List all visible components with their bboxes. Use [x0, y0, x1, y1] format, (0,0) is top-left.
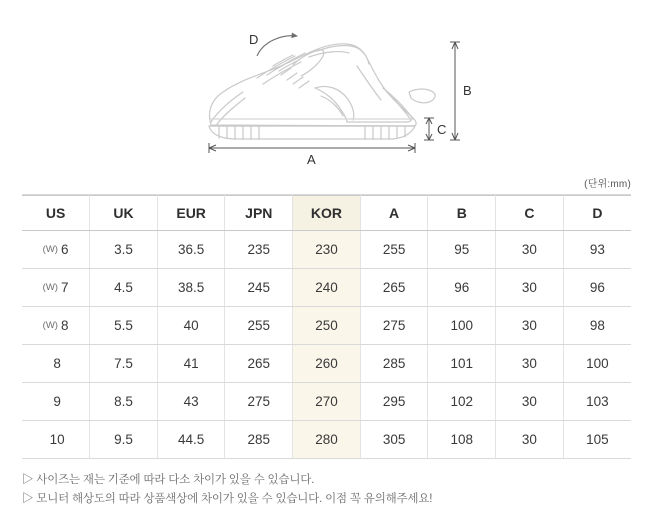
- column-header-eur: EUR: [157, 196, 225, 231]
- cell-a: 285: [360, 345, 428, 383]
- cell-b: 108: [428, 421, 496, 459]
- cell-us-value: 8: [60, 318, 69, 333]
- cell-c: 30: [496, 231, 564, 269]
- cell-us: [22, 269, 90, 307]
- shoe-illustration: [197, 26, 497, 167]
- cell-c: 30: [496, 421, 564, 459]
- cell-a: 265: [360, 269, 428, 307]
- notes-section: [22, 471, 631, 509]
- table-body: [22, 231, 631, 459]
- size-table: [22, 195, 631, 459]
- womens-marker: (W): [42, 282, 58, 293]
- table-row: [22, 269, 631, 307]
- column-header-uk: UK: [90, 196, 158, 231]
- cell-kor: 230: [293, 231, 361, 269]
- cell-b: 96: [428, 269, 496, 307]
- cell-eur: 44.5: [157, 421, 225, 459]
- cell-us-value: 7: [60, 280, 69, 295]
- cell-us-value: 8: [53, 356, 61, 371]
- cell-d: 103: [563, 383, 631, 421]
- cell-eur: 38.5: [157, 269, 225, 307]
- unit-note: (단위:mm): [584, 179, 631, 190]
- cell-kor: 240: [293, 269, 361, 307]
- label-a: A: [307, 152, 316, 167]
- cell-eur: 41: [157, 345, 225, 383]
- cell-eur: 43: [157, 383, 225, 421]
- cell-jpn: 245: [225, 269, 293, 307]
- cell-d: 100: [563, 345, 631, 383]
- cell-us-value: 6: [60, 242, 69, 257]
- label-c: C: [437, 122, 447, 137]
- cell-kor: 250: [293, 307, 361, 345]
- cell-kor: 280: [293, 421, 361, 459]
- cell-d: 96: [563, 269, 631, 307]
- cell-us: [22, 383, 90, 421]
- shoe-svg: [197, 26, 497, 167]
- cell-jpn: 235: [225, 231, 293, 269]
- cell-c: 30: [496, 269, 564, 307]
- note-line-1: ▷ 사이즈는 재는 기준에 따라 다소 차이가 있을 수 있습니다.: [22, 474, 315, 486]
- note-line-2: ▷ 모니터 해상도의 따라 상품색상에 차이가 있을 수 있습니다. 이점 꼭 유의해주세요!: [22, 493, 433, 505]
- illustration-area: [22, 16, 631, 195]
- cell-a: 305: [360, 421, 428, 459]
- cell-uk: 7.5: [90, 345, 158, 383]
- cell-jpn: 255: [225, 307, 293, 345]
- column-header-b: B: [428, 196, 496, 231]
- table-row: [22, 345, 631, 383]
- cell-uk: 9.5: [90, 421, 158, 459]
- column-header-a: A: [360, 196, 428, 231]
- cell-d: 98: [563, 307, 631, 345]
- column-header-kor: KOR: [293, 196, 361, 231]
- column-header-jpn: JPN: [225, 196, 293, 231]
- column-header-c: C: [496, 196, 564, 231]
- table-row: [22, 231, 631, 269]
- label-d: D: [249, 32, 259, 47]
- cell-c: 30: [496, 307, 564, 345]
- cell-a: 255: [360, 231, 428, 269]
- cell-uk: 4.5: [90, 269, 158, 307]
- cell-d: 93: [563, 231, 631, 269]
- cell-jpn: 285: [225, 421, 293, 459]
- womens-marker: (W): [42, 320, 58, 331]
- column-header-d: D: [563, 196, 631, 231]
- cell-a: 295: [360, 383, 428, 421]
- cell-a: 275: [360, 307, 428, 345]
- womens-marker: (W): [42, 244, 58, 255]
- cell-eur: 40: [157, 307, 225, 345]
- cell-us-value: 9: [53, 394, 61, 409]
- cell-eur: 36.5: [157, 231, 225, 269]
- cell-us: [22, 307, 90, 345]
- cell-us: [22, 421, 90, 459]
- cell-b: 100: [428, 307, 496, 345]
- cell-c: 30: [496, 345, 564, 383]
- label-b: B: [463, 83, 472, 98]
- cell-uk: 3.5: [90, 231, 158, 269]
- cell-jpn: 275: [225, 383, 293, 421]
- cell-uk: 8.5: [90, 383, 158, 421]
- column-header-us: US: [22, 196, 90, 231]
- table-header: [22, 196, 631, 231]
- table-row: [22, 421, 631, 459]
- cell-b: 95: [428, 231, 496, 269]
- cell-kor: 270: [293, 383, 361, 421]
- table-header-row: [22, 196, 631, 231]
- cell-us: [22, 345, 90, 383]
- cell-us: [22, 231, 90, 269]
- cell-jpn: 265: [225, 345, 293, 383]
- cell-b: 101: [428, 345, 496, 383]
- cell-uk: 5.5: [90, 307, 158, 345]
- table-row: [22, 383, 631, 421]
- cell-us-value: 10: [49, 432, 65, 447]
- cell-b: 102: [428, 383, 496, 421]
- cell-kor: 260: [293, 345, 361, 383]
- table-row: [22, 307, 631, 345]
- cell-d: 105: [563, 421, 631, 459]
- cell-c: 30: [496, 383, 564, 421]
